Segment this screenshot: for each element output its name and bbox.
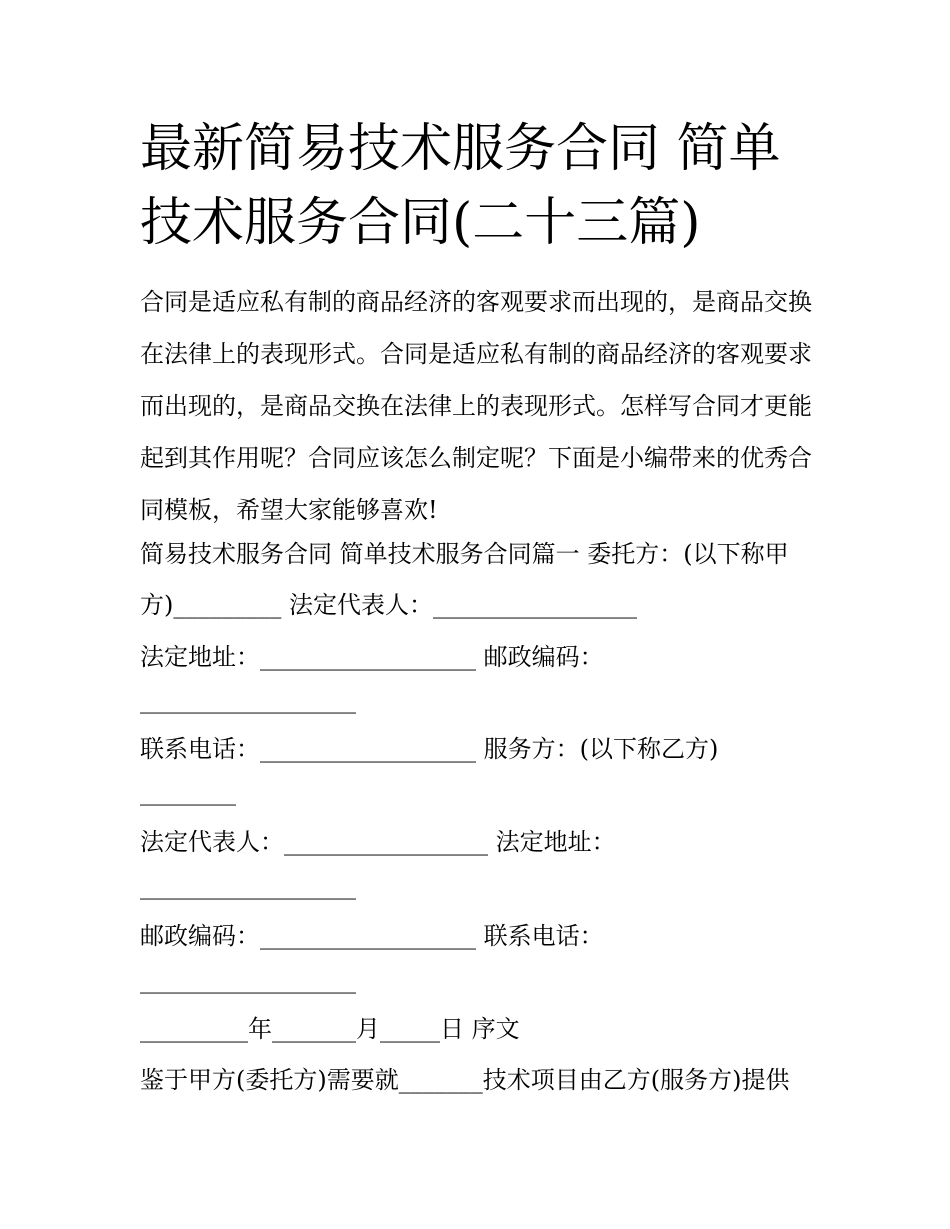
contract-line-10: __________________ xyxy=(140,966,356,994)
contract-line-12: 鉴于甲方(委托方)需要就_______技术项目由乙方(服务方)提供 xyxy=(140,1066,790,1094)
contract-line-5: 联系电话：__________________ 服务方：(以下称乙方) xyxy=(140,735,719,763)
contract-line-9: 邮政编码：__________________ 联系电话： xyxy=(140,922,604,950)
document-title: 最新简易技术服务合同 简单技术服务合同(二十三篇) xyxy=(140,119,781,253)
contract-line-7: 法定代表人：_________________ 法定地址： xyxy=(140,828,616,856)
intro-paragraph: 合同是适应私有制的商品经济的客观要求而出现的，是商品交换在法律上的表现形式。合同是适应私有制的商品经济的客观要求而出现的，是商品交换在法律上的表现形式。怎样写合同才更能起到其作用呢？合同应该怎么制定呢？下面是小编带来的优秀合同模板，希望大家能够喜欢! xyxy=(140,288,812,524)
contract-line-8: __________________ xyxy=(140,872,356,900)
contract-line-3: 法定地址：__________________ 邮政编码： xyxy=(140,643,604,671)
contract-line-1: 简易技术服务合同 简单技术服务合同篇一 委托方：(以下称甲 xyxy=(140,540,789,568)
contract-line-6: ________ xyxy=(140,778,236,806)
contract-line-11: _________年_______月_____日 序文 xyxy=(140,1015,520,1043)
contract-line-2: 方)_________ 法定代表人：_________________ xyxy=(140,591,637,619)
contract-line-4: __________________ xyxy=(140,686,356,714)
